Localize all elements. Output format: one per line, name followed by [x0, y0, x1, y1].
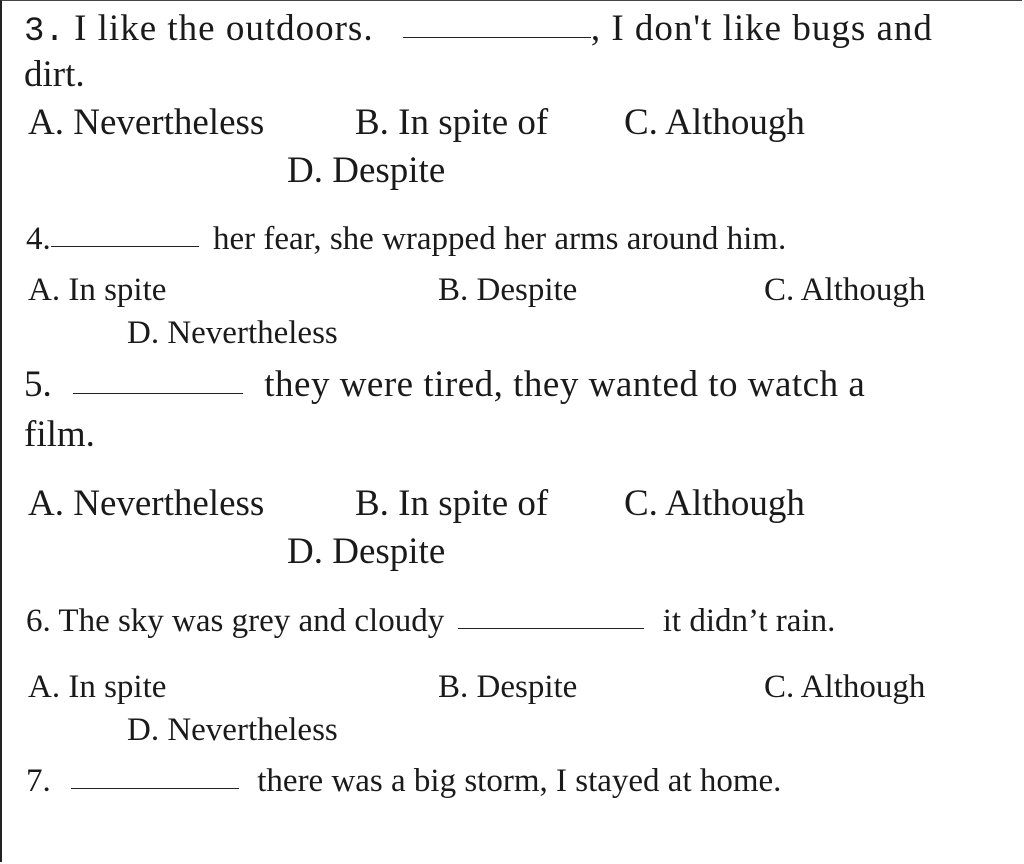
question-5-number: 5. [24, 364, 52, 405]
question-7-blank [71, 787, 239, 789]
question-6-blank [458, 627, 644, 629]
question-3-blank [403, 36, 591, 38]
question-4-blank [51, 245, 199, 247]
question-6-option-b: B. Despite [438, 669, 578, 705]
question-4 [26, 223, 786, 256]
question-6-text-before: The sky was grey and cloudy [58, 603, 445, 639]
question-7 [26, 765, 781, 798]
question-3-option-a: A. Nevertheless [28, 102, 265, 143]
question-7-text-after: there was a big storm, I stayed at home. [257, 763, 782, 799]
question-5-continuation: film. [24, 414, 95, 455]
question-3-option-b: B. In spite of [355, 102, 549, 143]
question-3-text-before: I like the outdoors. [74, 8, 374, 49]
question-5-option-b: B. In spite of [355, 483, 549, 524]
question-6-option-a: A. In spite [28, 669, 167, 705]
question-3-option-c: C. Although [624, 102, 805, 143]
question-7-number: 7. [26, 763, 51, 799]
question-5-option-a: A. Nevertheless [28, 483, 265, 524]
question-3 [24, 10, 933, 49]
question-4-option-c: C. Although [764, 272, 926, 308]
question-5-option-d: D. Despite [287, 531, 446, 572]
question-5 [24, 366, 865, 403]
question-4-option-b: B. Despite [438, 272, 578, 308]
question-6 [26, 605, 835, 638]
question-4-option-a: A. In spite [28, 272, 167, 308]
question-5-text-after: they were tired, they wanted to watch a [264, 364, 866, 405]
question-6-number: 6. [26, 603, 51, 639]
question-3-continuation: dirt. [24, 54, 85, 95]
question-5-option-c: C. Although [624, 483, 805, 524]
question-4-option-d: D. Nevertheless [127, 315, 338, 351]
question-3-option-d: D. Despite [287, 150, 446, 191]
question-5-blank [73, 392, 243, 394]
question-4-text-after: her fear, she wrapped her arms around him. [213, 221, 787, 257]
question-6-option-d: D. Nevertheless [127, 712, 338, 748]
question-6-option-c: C. Although [764, 669, 926, 705]
question-3-number: 3. [24, 13, 65, 51]
question-4-number: 4. [26, 221, 51, 257]
question-3-text-after: , I don't like bugs and [590, 8, 933, 49]
question-6-text-after: it didn’t rain. [662, 603, 836, 639]
